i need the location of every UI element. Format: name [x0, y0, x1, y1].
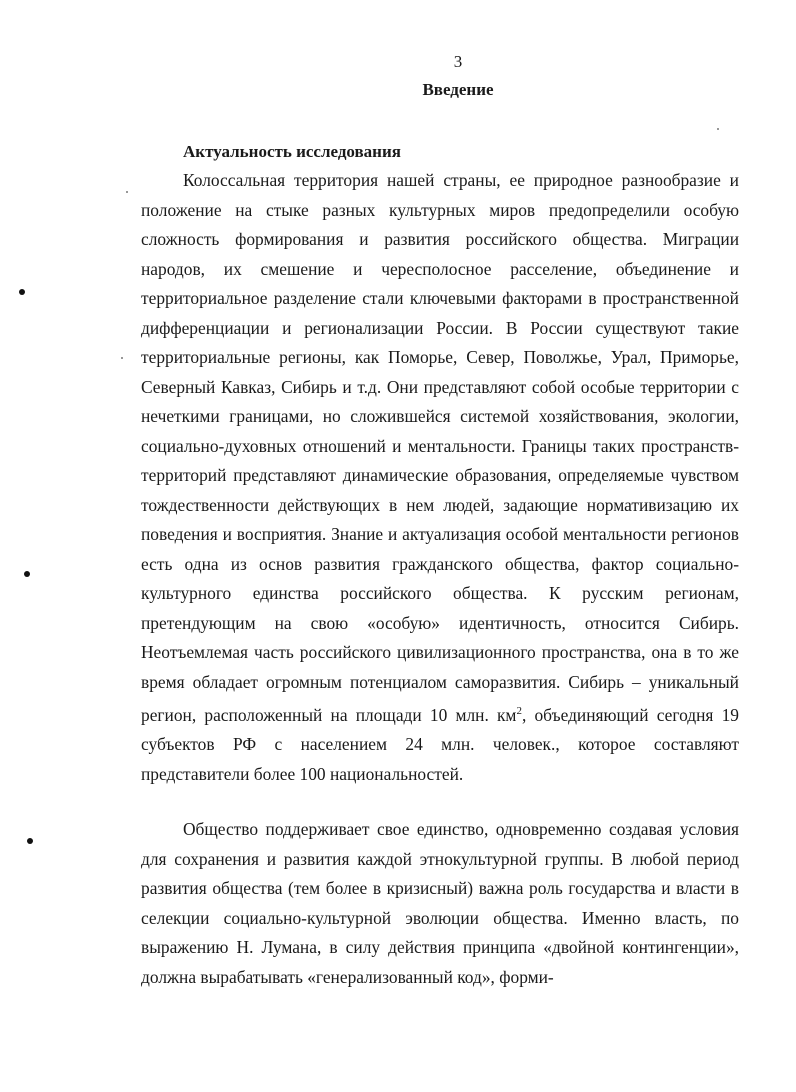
paragraph-1-tail: , объединяющий сегодня 19 субъектов РФ с населением 24 млн. человек., которое составляют представители более 100 национальностей.: [141, 704, 740, 784]
scan-speck: [126, 191, 128, 193]
scan-speck: [121, 357, 123, 359]
scan-speck: [717, 128, 719, 130]
body-paragraph-1: [141, 166, 739, 789]
body-paragraph-2: Общество поддерживает свое единство, одновременно создавая условия для сохранения и развития каждой этнокультурной группы. В любой период развития общества (тем более в кризисный) важна роль государства и власти в селекции социально-культурной эволюции общества. Именно власть, по выражению Н. Лумана, в силу действия принципа «двойной контингенции», должна вырабатывать «генерализованный код», форми-: [141, 819, 739, 987]
paragraph-1-text: Колоссальная территория нашей страны, ее природное разнообразие и положение на стыке разных культурных миров предопределили особую сложность формирования и развития российского общества. Миграции народов, их смешение и чересполосное расселение, объединение и территориальное разделение стали ключевыми факторами в пространственной дифференциации и регионализации России. В России существуют такие территориальные регионы, как Поморье, Север, Поволжье, Урал, Приморье, Северный Кавказ, Сибирь и т.д. Они представляют собой особые территории с нечеткими границами, но сложившейся системой хозяйствования, экологии, социально-духовных отношений и ментальности. Границы таких пространств-территорий представляют динамические образования, определяемые чувством тождественности действующих в нем людей, задающие нормативизацию их поведения и восприятия. Знание и актуализация особой ментальности регионов есть одна из основ развития гражданского общества, фактор социально-культурного единства российского общества. К русским регионам, претендующим на свою «особую» идентичность, относится Сибирь. Неотъемлемая часть российского цивилизационного пространства, она в то же время обладает огромным потенциалом саморазвития. Сибирь – уникальный регион, расположенный на площади 10 млн. км: [141, 170, 739, 725]
section-heading: Введение: [422, 80, 494, 99]
scan-speck: [19, 289, 25, 295]
subsection-heading: Актуальность исследования: [183, 142, 401, 161]
scan-speck: [27, 838, 33, 844]
superscript-2: 2: [516, 705, 522, 717]
scan-speck: [24, 571, 30, 577]
page-number: 3: [453, 52, 463, 71]
